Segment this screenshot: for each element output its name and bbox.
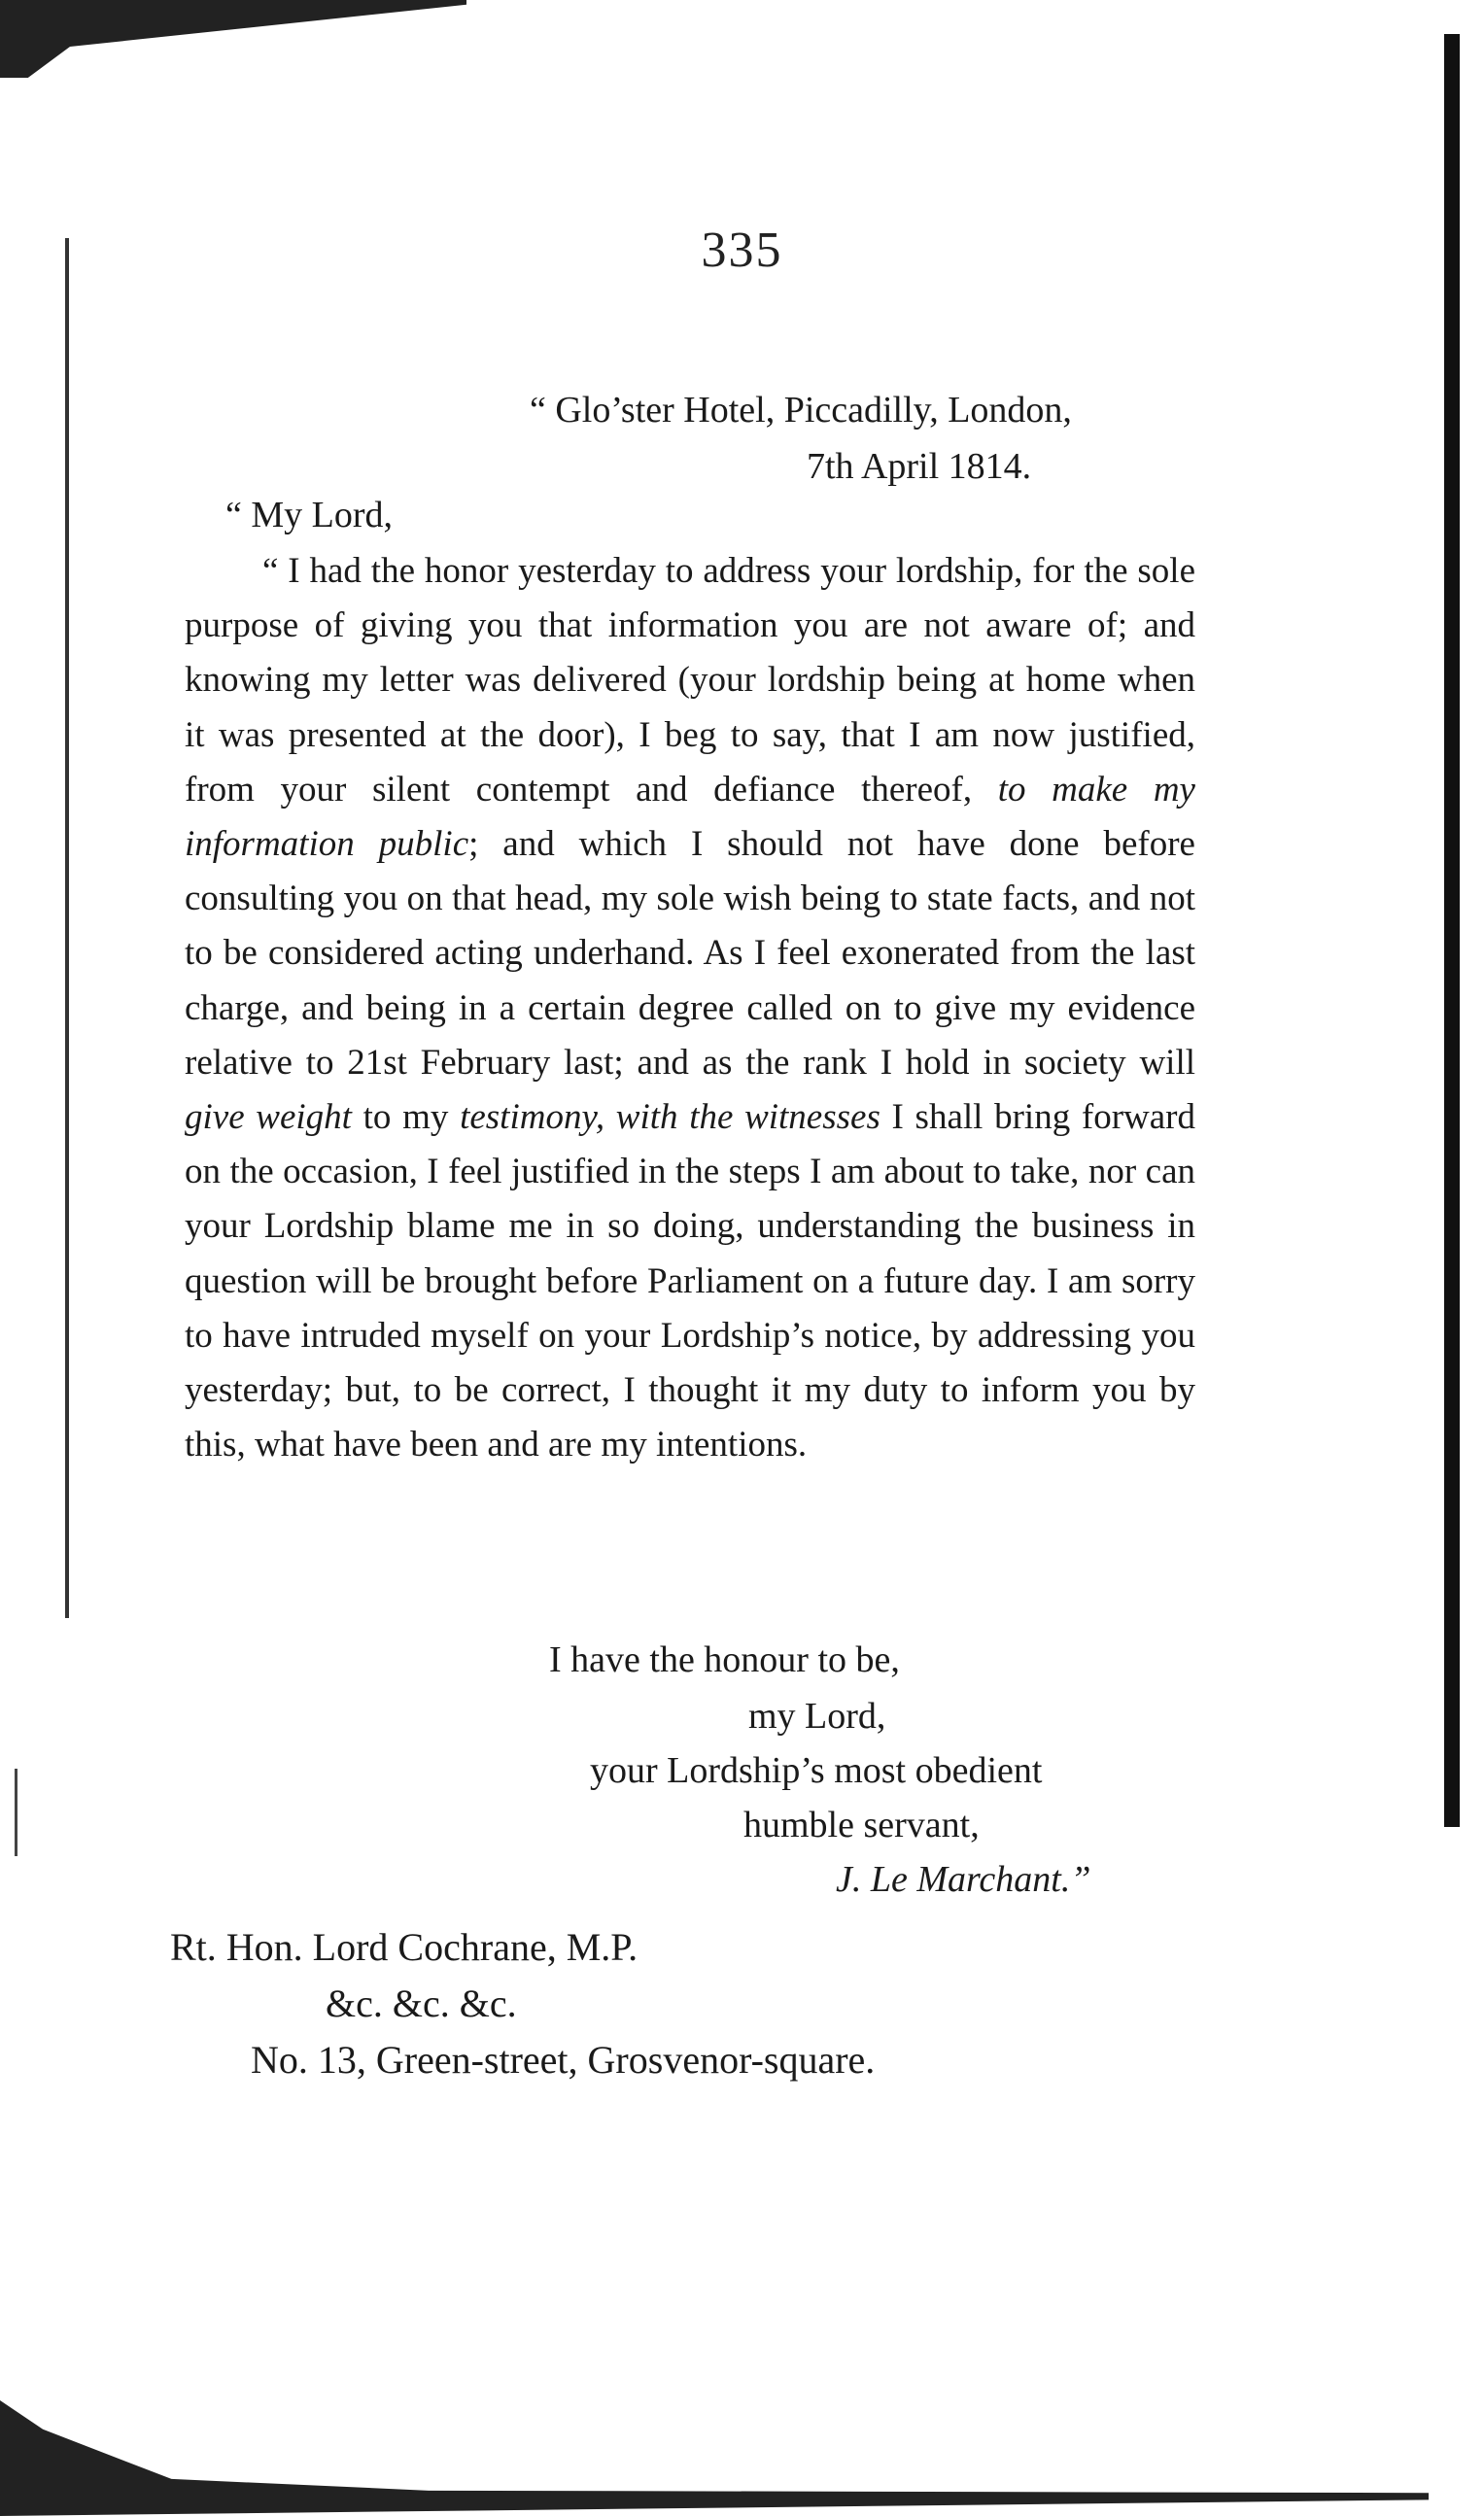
body-text: to my: [351, 1097, 461, 1138]
scan-edge-top-left: [0, 0, 466, 78]
body-italic-text: to make my information public: [185, 769, 1195, 865]
scan-edge-left-lower: [15, 1769, 17, 1856]
letter-closing-line: your Lordship’s most obedient: [590, 1750, 1043, 1791]
scan-edge-left-upper: [65, 238, 69, 1618]
body-text: ; and which I should not have done before consulting you on that head, my sole wish being to state facts, and not to be considered acting underhand. As I feel exonerated from the last charge, and being in a certain degree called on to give my evidence relative to 21st February last; and as the rank I hold in society will: [185, 824, 1195, 1083]
letter-body: [185, 544, 1195, 1472]
letter-heading-address: “ Glo’ster Hotel, Piccadilly, London,: [530, 390, 1072, 431]
letter-closing-line: my Lord,: [748, 1696, 886, 1737]
recipient-street: No. 13, Green-street, Grosvenor-square.: [251, 2038, 876, 2082]
letter-closing-line: I have the honour to be,: [549, 1639, 900, 1680]
scan-edge-right: [1444, 34, 1460, 1827]
letter-paragraph: [185, 544, 1195, 1472]
recipient-etc: &c. &c. &c.: [326, 1982, 517, 2025]
body-text: “ I had the honor yesterday to address your lordship, for the sole purpose of giving you that information you are not aware of; and knowing my letter was delivered (your lordship being at home when it was presented at the door), I beg to say, that I am now justified, from your silent contempt and defiance thereof,: [185, 551, 1195, 810]
letter-salutation: “ My Lord,: [225, 495, 394, 535]
recipient-name: Rt. Hon. Lord Cochrane, M.P.: [170, 1925, 638, 1969]
body-italic-text: give weight: [185, 1097, 352, 1138]
letter-closing-line: humble servant,: [743, 1805, 980, 1845]
page-number: 335: [701, 223, 783, 278]
scan-edge-bottom: [0, 2400, 1429, 2516]
body-text: I shall bring forward on the occasion, I feel justified in the steps I am about to take, nor can your Lordship blame me in so doing, understanding the business in question will be brought before Parliament on a future day. I am sorry to have intruded myself on your Lordship’s notice, by addressing you yesterday; but, to be correct, I thought it my duty to inform you by this, what have been and are my intentions.: [185, 1097, 1195, 1465]
letter-signature: J. Le Marchant.”: [836, 1859, 1091, 1900]
body-italic-text: testimony, with the witnesses: [460, 1097, 880, 1138]
letter-heading-date: 7th April 1814.: [807, 446, 1032, 487]
